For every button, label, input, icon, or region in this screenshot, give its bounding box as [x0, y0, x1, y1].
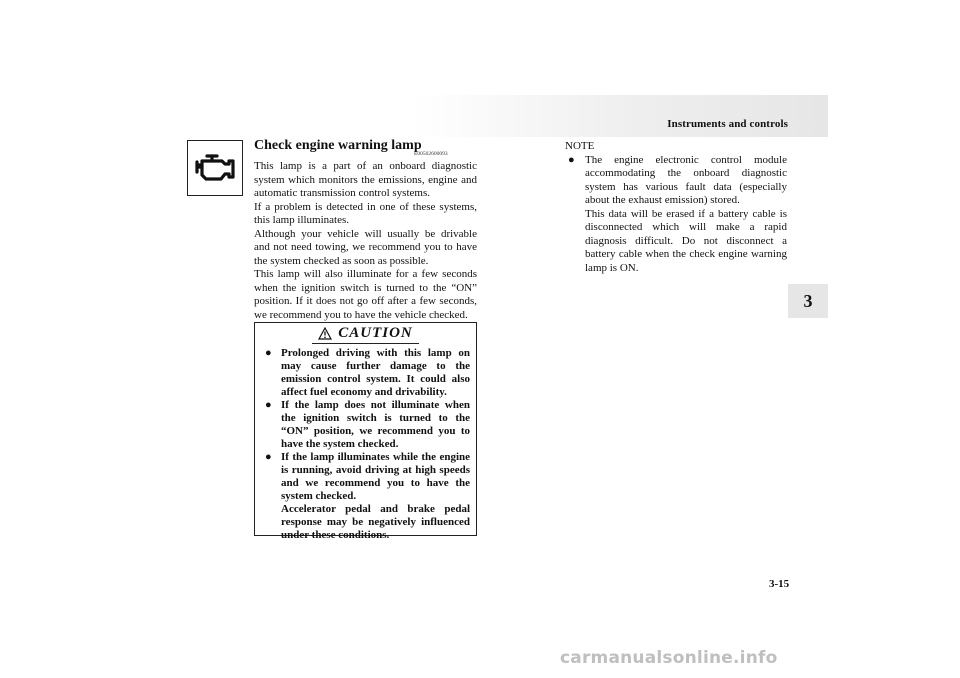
note-block	[565, 140, 787, 275]
caution-item-text: If the lamp illuminates while the engine is running, avoid driving at high speeds and we recommend you to have the system checked.	[281, 451, 470, 502]
note-text: The engine electronic control module accommodating the onboard diagnostic system has various fault data (especially about the exhaust emission) stored.	[585, 153, 787, 206]
body-paragraph: This lamp is a part of an onboard diagnostic system which monitors the emissions, engine and automatic transmission control systems.	[254, 160, 477, 199]
warning-triangle-icon	[318, 327, 332, 340]
bullet-icon: ●	[265, 347, 272, 359]
caution-header	[255, 323, 476, 345]
bullet-icon: ●	[568, 153, 575, 166]
caution-item-text: Prolonged driving with this lamp on may cause further damage to the emission control system. It could also affect fuel economy and drivability.	[281, 347, 470, 398]
caution-item	[265, 347, 470, 399]
watermark: carmanualsonline.info	[560, 648, 778, 668]
body-paragraph: This lamp will also illuminate for a few seconds when the ignition switch is turned to the “ON” position. If it does not go off after a few seconds, we recommend you to have the vehicle checked.	[254, 268, 477, 321]
chapter-tab: 3	[788, 284, 828, 318]
page-number: 3-15	[769, 578, 790, 590]
bullet-icon: ●	[265, 451, 272, 463]
note-text-2: This data will be erased if a battery cable is disconnected which will make a rapid diagnosis difficult. Do not disconnect a battery cable when the check engine warning lamp is ON.	[585, 207, 787, 274]
header-bar	[412, 95, 828, 137]
check-engine-icon	[193, 150, 237, 186]
body-paragraph: Although your vehicle will usually be drivable and not need towing, we recommend you to have the system checked as soon as possible.	[254, 227, 477, 267]
caution-item-text: If the lamp does not illuminate when the ignition switch is turned to the “ON” position, we recommend you to have the system checked.	[281, 399, 470, 450]
caution-item	[265, 399, 470, 451]
note-item	[565, 154, 787, 276]
section-code: E00502600093	[414, 151, 448, 157]
section-title: Check engine warning lamp	[254, 138, 422, 153]
caution-box	[254, 322, 477, 541]
bullet-icon: ●	[265, 399, 272, 411]
header-title: Instruments and controls	[667, 118, 788, 130]
body-text	[254, 160, 477, 322]
caution-list	[265, 347, 470, 542]
body-paragraph: If a problem is detected in one of these systems, this lamp illuminates.	[254, 200, 477, 226]
caution-item	[265, 451, 470, 542]
caution-item-extra: Accelerator pedal and brake pedal response may be negatively influenced under these conditions.	[281, 503, 470, 541]
check-engine-icon-box	[187, 140, 243, 196]
caution-title: CAUTION	[338, 324, 413, 341]
note-label: NOTE	[565, 140, 595, 152]
